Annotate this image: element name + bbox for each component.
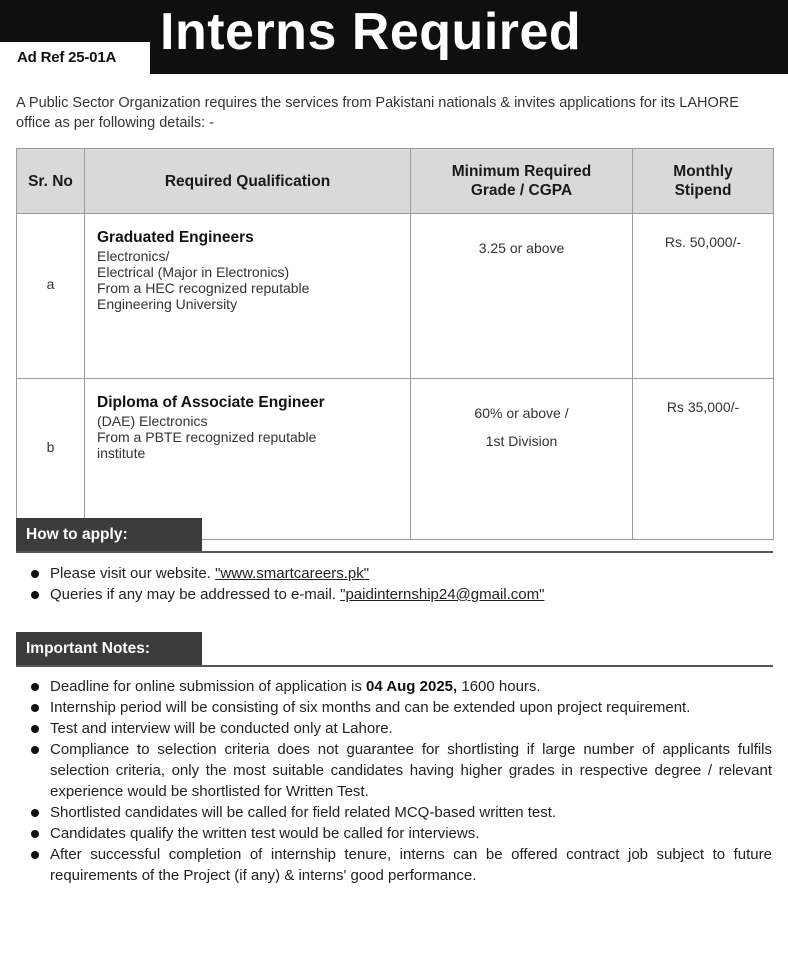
list-item	[30, 802, 772, 823]
list-item	[30, 697, 772, 718]
table-header-row	[17, 149, 774, 214]
qualification-line: Engineering University	[97, 296, 238, 312]
note-text: Test and interview will be conducted only at Lahore.	[50, 720, 393, 737]
qualifications-table	[16, 148, 774, 540]
qualification-line: From a HEC recognized reputable	[97, 280, 310, 296]
header-sr-no: Sr. No	[17, 149, 85, 214]
bullet-icon	[31, 809, 39, 817]
bullet-icon	[31, 683, 39, 691]
header-stipend	[633, 149, 774, 214]
bullet-icon	[31, 591, 39, 599]
note-text: Candidates qualify the written test would be called for interviews.	[50, 825, 480, 842]
bullet-icon	[31, 725, 39, 733]
notes-list	[30, 676, 772, 886]
intro-text: A Public Sector Organization requires the services from Pakistani nationals & invites applications for its LAHORE office as per following details: -	[16, 95, 739, 131]
qualification-line: From a PBTE recognized reputable	[97, 429, 317, 445]
list-item	[30, 563, 772, 584]
list-item	[30, 823, 772, 844]
deadline-prefix: Deadline for online submission of application is	[50, 678, 362, 695]
deadline-suffix: 1600 hours.	[461, 678, 541, 695]
sr-cell	[17, 379, 85, 540]
table-row	[17, 379, 774, 540]
how-to-apply-heading: How to apply:	[16, 518, 202, 552]
grade-cell	[411, 379, 633, 540]
ad-ref: Ad Ref 25-01A	[17, 49, 117, 66]
section-divider	[16, 665, 773, 667]
sr-cell	[17, 214, 85, 379]
important-notes-heading: Important Notes:	[16, 632, 202, 666]
stipend-value: Rs. 50,000/-	[664, 234, 742, 250]
note-text: Shortlisted candidates will be called for field related MCQ-based written test.	[50, 804, 557, 821]
bullet-icon	[31, 746, 39, 754]
table-row	[17, 214, 774, 379]
list-item	[30, 676, 772, 697]
qualification-title: Diploma of Associate Engineer	[97, 394, 325, 411]
stipend-cell	[633, 379, 774, 540]
deadline-date: 04 Aug 2025,	[366, 678, 458, 695]
grade-value: 60% or above /	[474, 405, 569, 421]
list-item	[30, 739, 772, 802]
grade-value: 3.25 or above	[478, 240, 565, 256]
email-text: Queries if any may be addressed to e-mail.	[50, 586, 336, 603]
note-text: Internship period will be consisting of six months and can be extended upon project requirement.	[50, 699, 691, 716]
qualification-title: Graduated Engineers	[97, 229, 254, 246]
note-text: Compliance to selection criteria does not guarantee for shortlisting if large number of applicants fulfils selection criteria, only the most suitable candidates having higher grades in respective degree / relevant experience would be shortlisted for Written Test.	[50, 741, 772, 800]
stipend-value: Rs 35,000/-	[666, 399, 740, 415]
bullet-icon	[31, 830, 39, 838]
stipend-cell	[633, 214, 774, 379]
grade-cell	[411, 214, 633, 379]
list-item	[30, 844, 772, 886]
bullet-icon	[31, 704, 39, 712]
header-stipend-label: Monthly Stipend	[673, 163, 733, 199]
qualification-line: Electrical (Major in Electronics)	[97, 264, 290, 280]
qualification-line: institute	[97, 445, 146, 461]
qualification-cell	[85, 214, 411, 379]
qualification-cell	[85, 379, 411, 540]
list-item	[30, 718, 772, 739]
note-text: After successful completion of internship tenure, interns can be offered contract job subject to future requirements of the Project (if any) & interns' good performance.	[50, 846, 772, 884]
bullet-icon	[31, 851, 39, 859]
how-to-apply-list	[30, 563, 772, 605]
sr-value: a	[46, 276, 55, 292]
qualification-line: Electronics/	[97, 248, 170, 264]
header-grade-label: Minimum Required Grade / CGPA	[451, 163, 592, 199]
bullet-icon	[31, 570, 39, 578]
sr-value: b	[46, 439, 55, 455]
email-link[interactable]: "paidinternship24@gmail.com"	[340, 586, 545, 603]
section-divider	[16, 551, 773, 553]
qualification-line: (DAE) Electronics	[97, 413, 208, 429]
website-text: Please visit our website.	[50, 565, 211, 582]
website-link[interactable]: "www.smartcareers.pk"	[215, 565, 370, 582]
page-title: Interns Required	[160, 3, 582, 61]
header-grade	[411, 149, 633, 214]
grade-value: 1st Division	[485, 433, 558, 449]
header-qualification: Required Qualification	[85, 149, 411, 214]
list-item	[30, 584, 772, 605]
